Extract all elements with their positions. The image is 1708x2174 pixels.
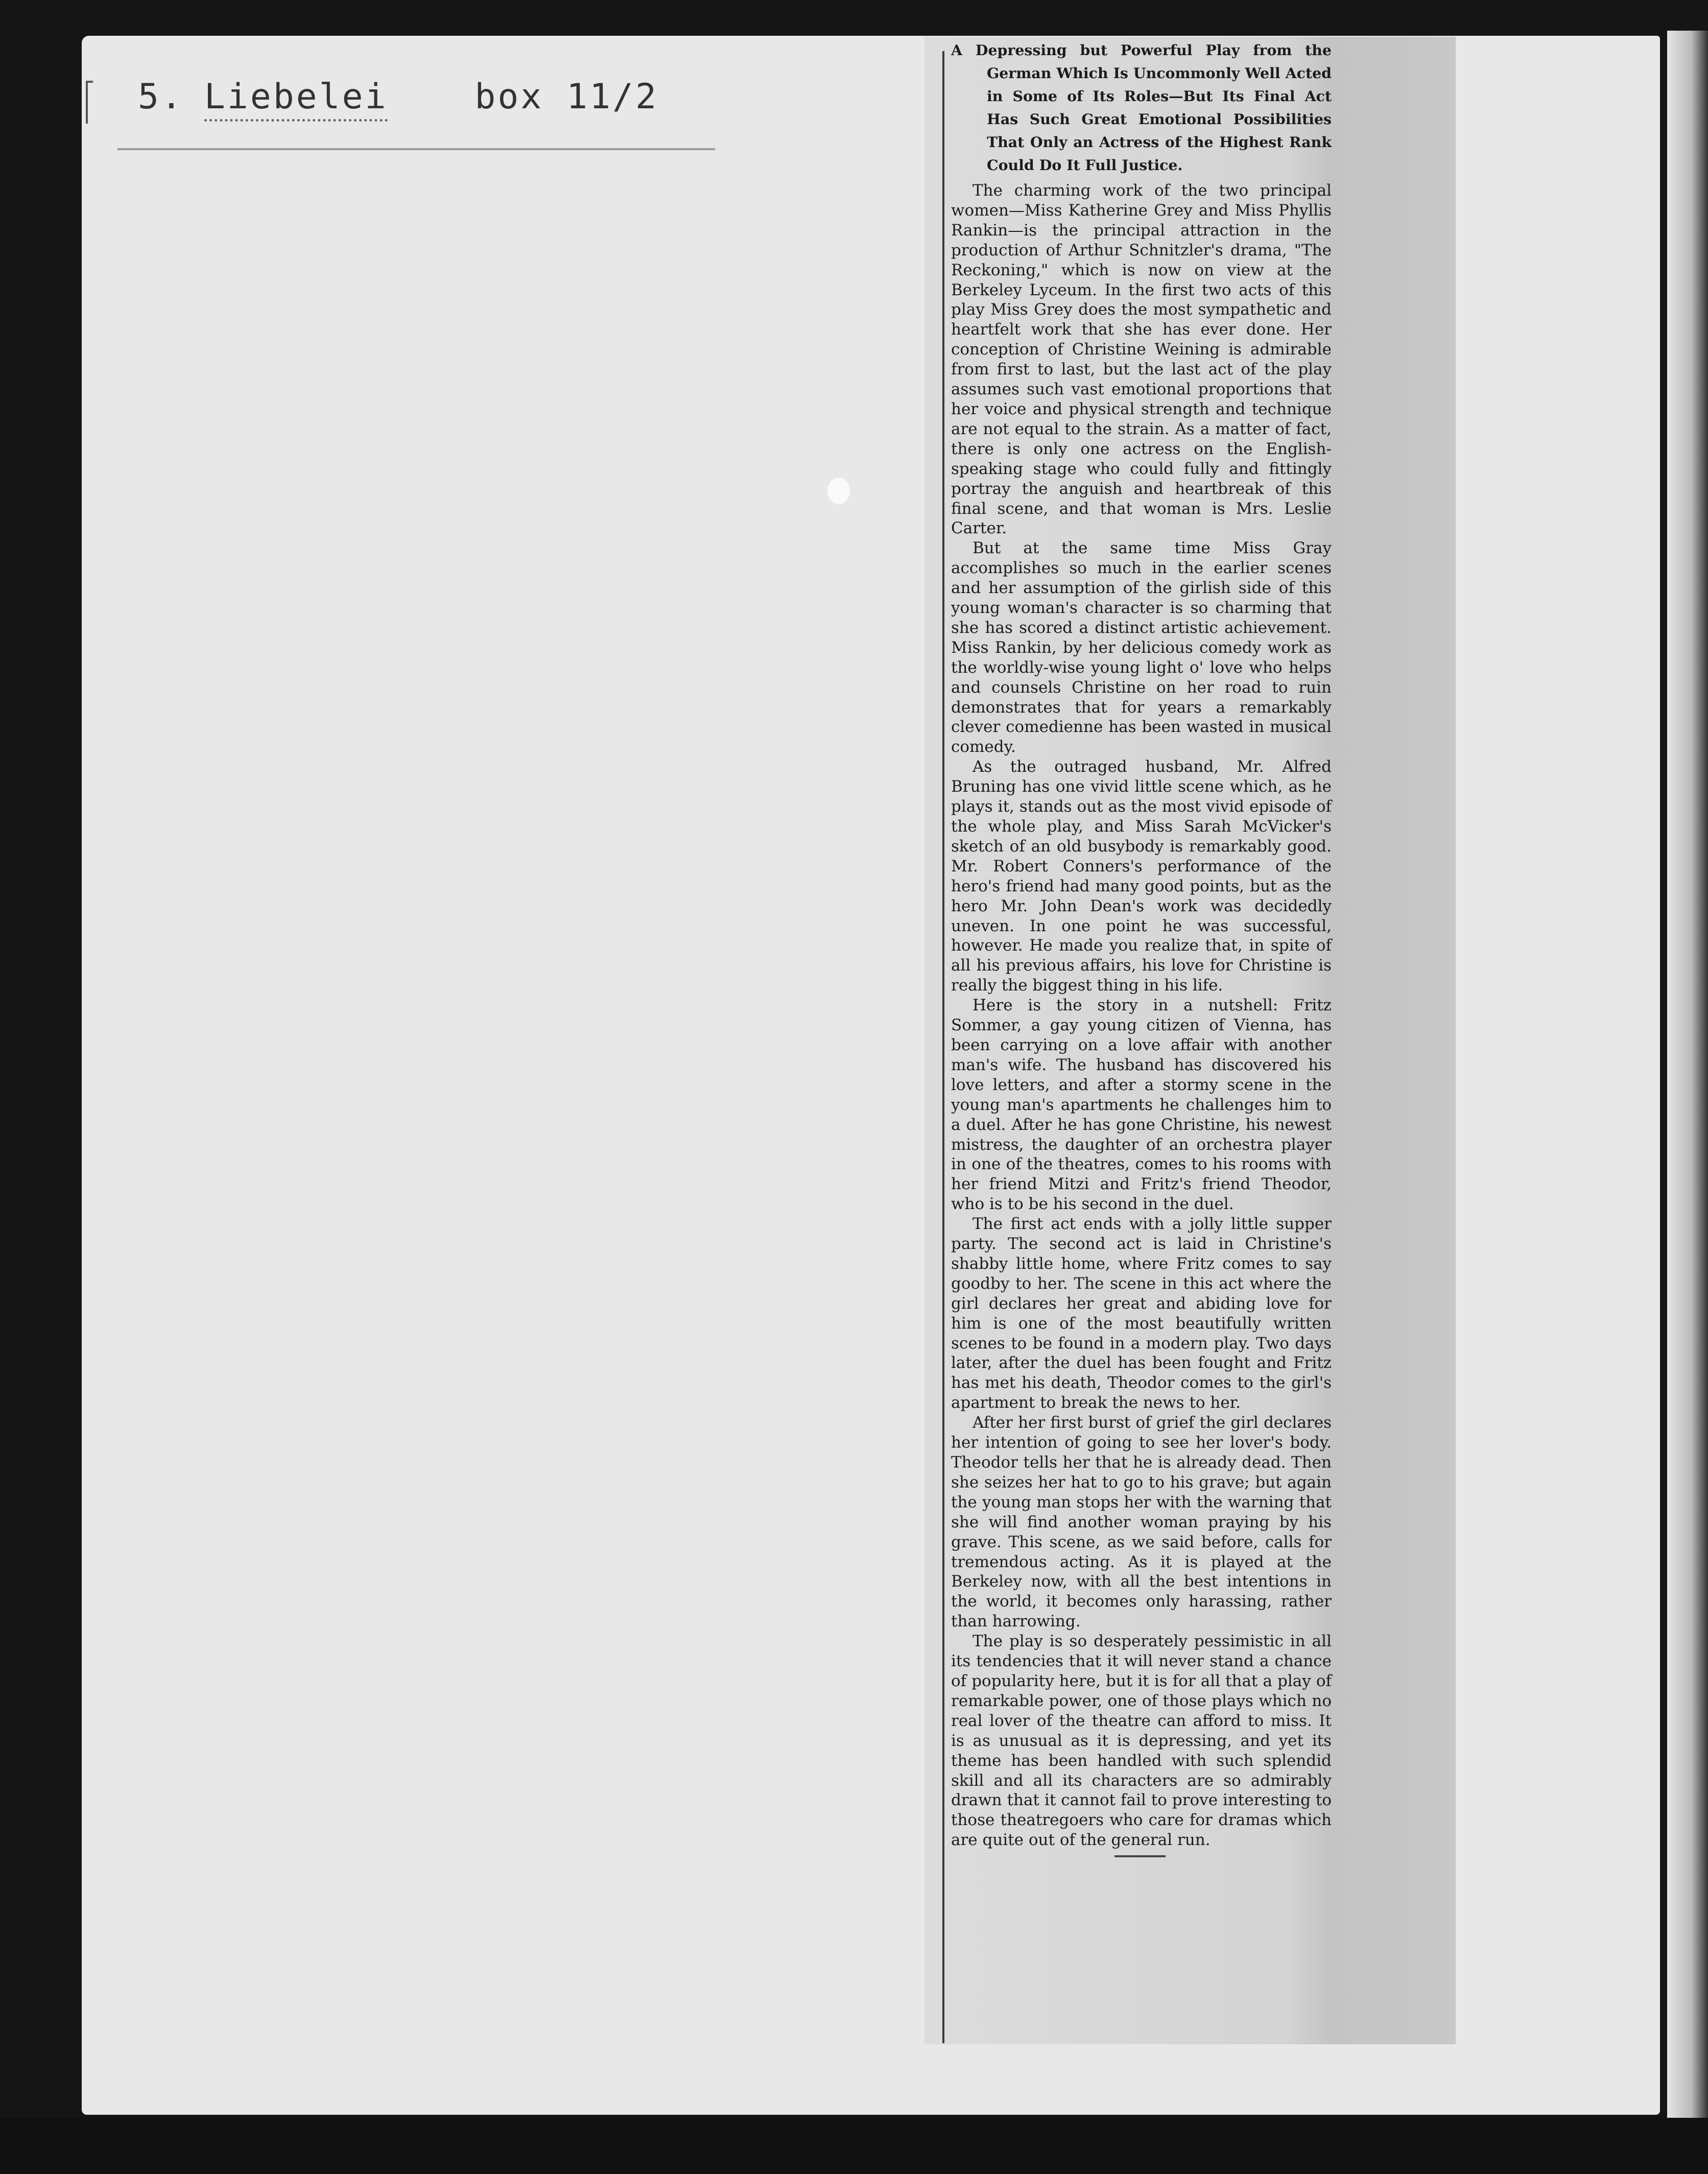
folder-number: 5.: [138, 77, 184, 117]
article-paragraph: But at the same time Miss Gray accomplishes so much in the earlier scenes and her assumption of the girlish side of this young woman's character is so charming that she has scored a distinct artistic achievement. Miss Rankin, by her delicious comedy work as the worldly-wise young light o' love who helps and counsels Christine on her road to ruin demonstrates that for years a remarkably clever comedienne has been wasted in musical comedy.: [951, 539, 1332, 757]
article-paragraph: The charming work of the two principal women—Miss Katherine Grey and Miss Phyllis Rankin—is the principal attraction in the production of Arthur Schnitzler's drama, "The Reckoning," which is now on view at the Berkeley Lyceum. In the first two acts of this play Miss Grey does the most sympathetic and heartfelt work that she has ever done. Her conception of Christine Weining is admirable from first to last, but the last act of the play assumes such vast emotional proportions that her voice and physical strength and technique are not equal to the strain. As a matter of fact, there is only one actress on the English-speaking stage who could fully and fittingly portray the anguish and heartbreak of this final scene, and that woman is Mrs. Leslie Carter.: [951, 181, 1332, 538]
box-number: box 11/2: [475, 77, 658, 117]
folder-label: [138, 77, 658, 117]
header-rule: [117, 148, 715, 150]
end-rule: [1114, 1855, 1166, 1857]
article-column: [951, 39, 1332, 1857]
article-paragraph: After her first burst of grief the girl declares her intention of going to see her lover's body. Theodor tells her that he is already dead. Then she seizes her hat to go to his grave; but again the young man stops her with the warning that she will find another woman praying by his grave. This scene, as we said before, calls for tremendous acting. As it is played at the Berkeley now, with all the best intentions in the world, it becomes only harassing, rather than harrowing.: [951, 1413, 1332, 1631]
folder-title: Liebelei: [204, 77, 388, 122]
article-paragraph: The first act ends with a jolly little supper party. The second act is laid in Christine's shabby little home, where Fritz comes to say goodby to her. The scene in this act where the girl declares her great and abiding love for him is one of the most beautifully written scenes to be found in a modern play. Two days later, after the duel has been fought and Fritz has met his death, Theodor comes to the girl's apartment to break the news to her.: [951, 1215, 1332, 1412]
scanner-bed: [0, 2118, 1708, 2174]
corner-mark: [86, 81, 93, 124]
paper-speck: [827, 478, 850, 504]
article-paragraph: Here is the story in a nutshell: Fritz Sommer, a gay young citizen of Vienna, has been carrying on a love affair with another man's wife. The husband has discovered his love letters, and after a stormy scene in the young man's apartments he challenges him to a duel. After he has gone Christine, his newest mistress, the daughter of an orchestra player in one of the theatres, comes to his rooms with her friend Mitzi and Fritz's friend Theodor, who is to be his second in the duel.: [951, 996, 1332, 1214]
article-subheadline: A Depressing but Powerful Play from the German Which Is Uncommonly Well Acted in Some of Its Roles—But Its Final Act Has Such Great Emotional Possibilities That Only an Actress of the Highest Rank Could Do It Full Justice.: [951, 41, 1332, 174]
sheet-edge: [1667, 31, 1708, 2125]
article-paragraph: As the outraged husband, Mr. Alfred Bruning has one vivid little scene which, as he plays it, stands out as the most vivid episode of the whole play, and Miss Sarah McVicker's sketch of an old busybody is remarkably good. Mr. Robert Conners's performance of the hero's friend had many good points, but as the hero Mr. John Dean's work was decidedly uneven. In one point he was successful, however. He made you realize that, in spite of all his previous affairs, his love for Christine is really the biggest thing in his life.: [951, 758, 1332, 995]
article-paragraph: The play is so desperately pessimistic in all its tendencies that it will never stand a chance of popularity here, but it is for all that a play of remarkable power, one of those plays which no real lover of the theatre can afford to miss. It is as unusual as it is depressing, and yet its theme has been handled with such splendid skill and all its characters are so admirably drawn that it cannot fail to prove interesting to those theatregoers who care for dramas which are quite out of the general run.: [951, 1632, 1332, 1850]
column-rule: [942, 51, 944, 2043]
